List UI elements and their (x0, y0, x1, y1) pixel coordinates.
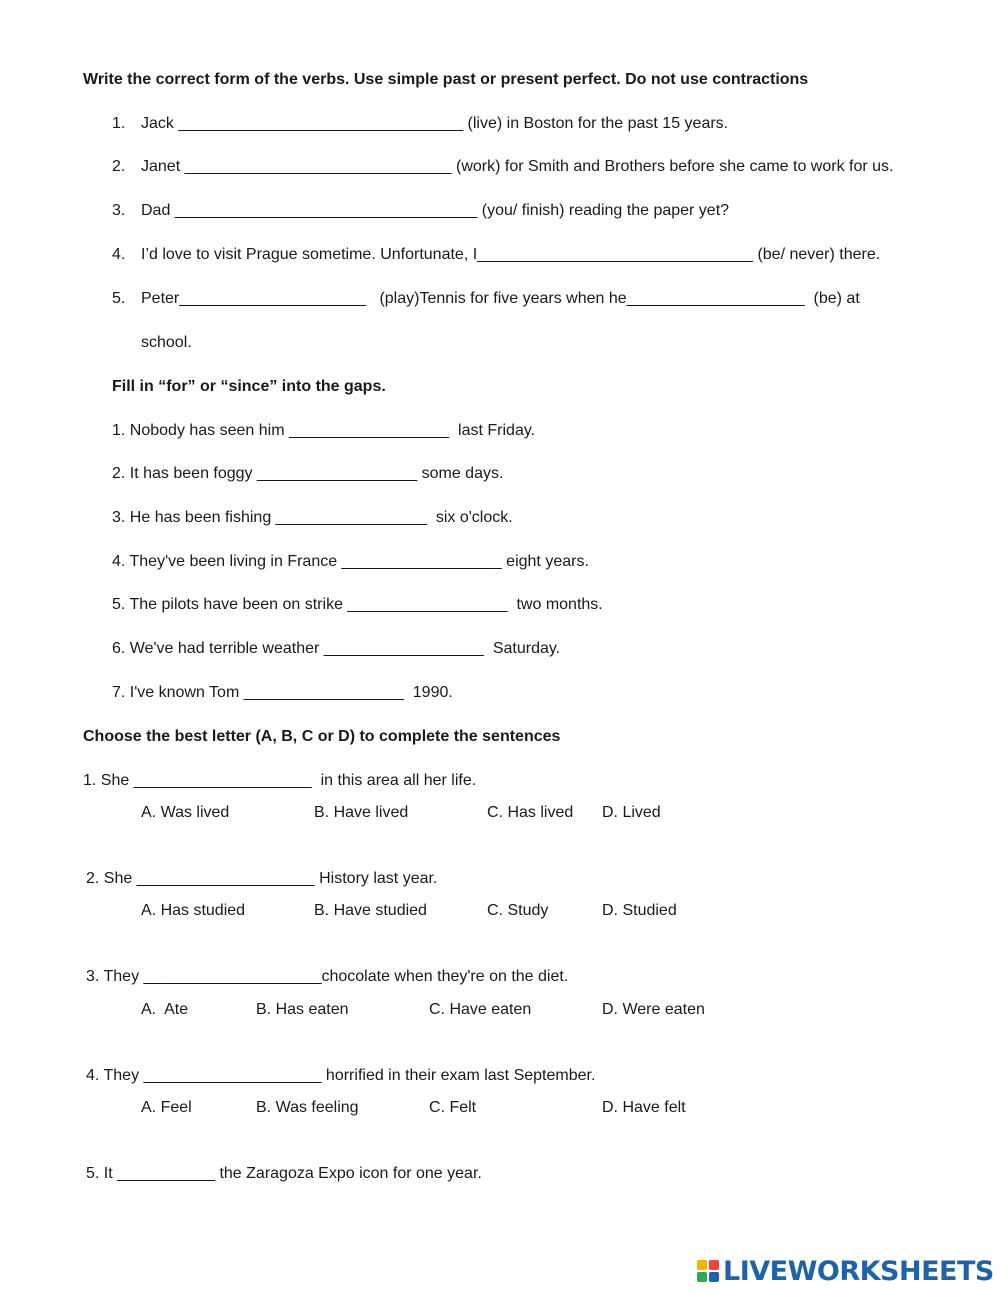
section2-heading: Fill in “for” or “since” into the gaps. (112, 378, 386, 395)
option-a: A. Feel (141, 1099, 192, 1116)
question-text: 4. They ____________________ horrified in their exam last September. (86, 1067, 596, 1084)
logo-square (709, 1260, 719, 1270)
option-c: C. Felt (429, 1099, 477, 1116)
item-number: 4. (112, 246, 126, 263)
item-number: 3. (112, 202, 126, 219)
option-b: B. Has eaten (256, 1001, 349, 1018)
gap-sentence: 1. Nobody has seen him __________________ last Friday. (112, 422, 536, 439)
exercise-sentence: Peter_____________________ (play)Tennis for five years when he____________________ (be) at (141, 290, 860, 307)
logo-mark-icon (697, 1260, 719, 1282)
option-c: C. Has lived (487, 804, 574, 821)
item-number: 1. (112, 115, 126, 132)
exercise-sentence: Jack ________________________________ (live) in Boston for the past 15 years. (141, 115, 729, 132)
logo-square (697, 1260, 707, 1270)
option-b: B. Have lived (314, 804, 409, 821)
option-a: A. Has studied (141, 902, 246, 919)
section3-heading: Choose the best letter (A, B, C or D) to complete the sentences (83, 728, 561, 745)
logo-square (709, 1272, 719, 1282)
question-text: 2. She ____________________ History last year. (86, 870, 438, 887)
exercise-sentence: I’d love to visit Prague sometime. Unfortunate, I_______________________________ (be/ never) there. (141, 246, 881, 263)
option-d: D. Studied (602, 902, 677, 919)
logo-square (697, 1272, 707, 1282)
option-d: D. Lived (602, 804, 661, 821)
gap-sentence: 2. It has been foggy __________________ some days. (112, 465, 504, 482)
item-number: 2. (112, 158, 126, 175)
option-d: D. Were eaten (602, 1001, 705, 1018)
option-c: C. Have eaten (429, 1001, 532, 1018)
option-b: B. Have studied (314, 902, 427, 919)
logo-text: LIVEWORKSHEETS (723, 1255, 994, 1287)
gap-sentence: 7. I've known Tom __________________ 1990. (112, 684, 453, 701)
option-b: B. Was feeling (256, 1099, 359, 1116)
gap-sentence: 4. They've been living in France __________________ eight years. (112, 553, 589, 570)
question-text: 1. She ____________________ in this area all her life. (83, 772, 477, 789)
liveworksheets-logo (697, 1257, 994, 1285)
exercise-sentence: Janet ______________________________ (work) for Smith and Brothers before she came to work for us. (141, 158, 894, 175)
question-text: 3. They ____________________chocolate when they're on the diet. (86, 968, 569, 985)
option-a: A. Ate (141, 1001, 189, 1018)
question-text: 5. It ___________ the Zaragoza Expo icon for one year. (86, 1165, 482, 1182)
gap-sentence: 3. He has been fishing _________________ six o'clock. (112, 509, 513, 526)
option-c: C. Study (487, 902, 549, 919)
section1-heading: Write the correct form of the verbs. Use simple past or present perfect. Do not use contractions (83, 71, 809, 88)
option-d: D. Have felt (602, 1099, 686, 1116)
gap-sentence: 6. We've had terrible weather __________________ Saturday. (112, 640, 561, 657)
exercise-sentence: Dad __________________________________ (you/ finish) reading the paper yet? (141, 202, 730, 219)
item-number: 5. (112, 290, 126, 307)
exercise-sentence-continuation: school. (141, 334, 192, 351)
option-a: A. Was lived (141, 804, 230, 821)
gap-sentence: 5. The pilots have been on strike __________________ two months. (112, 596, 603, 613)
